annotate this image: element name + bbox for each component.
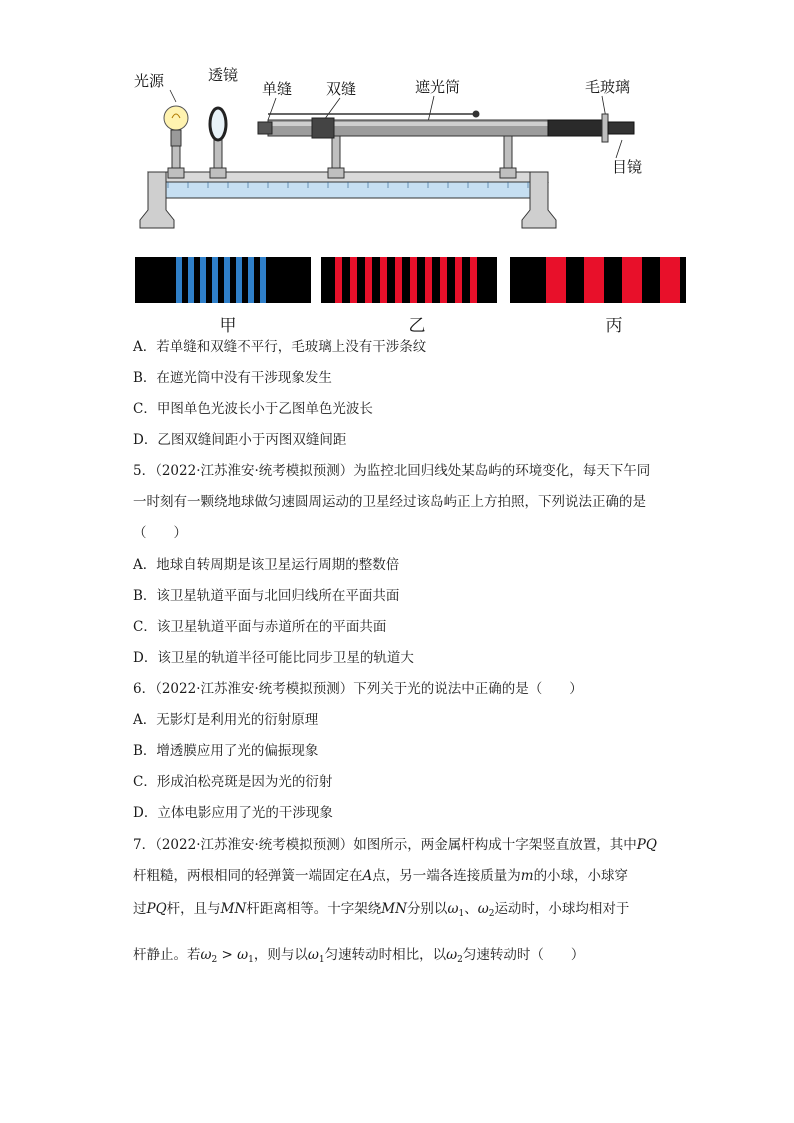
label-light-source: 光源 xyxy=(134,72,165,90)
q6-stem: 6．（2022·江苏淮安·统考模拟预测）下列关于光的说法中正确的是（ ） xyxy=(133,681,583,697)
q4-option-b: B．在遮光筒中没有干涉现象发生 xyxy=(133,370,332,386)
double-slit-apparatus-figure xyxy=(128,60,643,240)
q5-stem-line-1: 5．（2022·江苏淮安·统考模拟预测）为监控北回归线处某岛屿的环境变化，每天下午同 xyxy=(133,463,651,479)
q5-stem-line-2: 一时刻有一颗绕地球做匀速圆周运动的卫星经过该岛屿正上方拍照，下列说法正确的是 xyxy=(133,494,646,510)
q6-option-a: A．无影灯是利用光的衍射原理 xyxy=(133,712,319,728)
fringe-pattern-bing xyxy=(510,257,686,303)
q5-option-b: B．该卫星轨道平面与北回归线所在平面共面 xyxy=(133,588,400,604)
label-eyepiece: 目镜 xyxy=(612,158,643,176)
label-double-slit: 双缝 xyxy=(326,80,357,98)
q4-option-a: A．若单缝和双缝不平行，毛玻璃上没有干涉条纹 xyxy=(133,339,427,355)
q6-option-c: C．形成泊松亮斑是因为光的衍射 xyxy=(133,774,333,790)
q4-option-d: D．乙图双缝间距小于丙图双缝间距 xyxy=(133,432,347,448)
q5-option-c: C．该卫星轨道平面与赤道所在的平面共面 xyxy=(133,619,387,635)
fringe-pattern-jia xyxy=(135,257,311,303)
optical-bench xyxy=(140,172,556,228)
shade-tube xyxy=(258,111,634,143)
q5-option-a: A．地球自转周期是该卫星运行周期的整数倍 xyxy=(133,557,400,573)
q7-stem-line-3: 过PQ杆，且与MN杆距离相等。十字架绕MN分别以$\omega_1$、$\omega_2$运动时，小球均相对于 xyxy=(133,901,630,919)
light-bulb xyxy=(164,106,188,146)
caption-jia: 甲 xyxy=(219,316,237,336)
label-single-slit: 单缝 xyxy=(262,80,293,98)
label-lens: 透镜 xyxy=(208,66,239,84)
caption-yi: 乙 xyxy=(408,316,426,336)
q7-stem-line-1: 7．（2022·江苏淮安·统考模拟预测）如图所示，两金属杆构成十字架竖直放置，其中PQ xyxy=(133,837,657,853)
fringe-pattern-yi xyxy=(321,257,497,303)
q7-stem-line-4: 杆静止。若$\omega_2 > \omega_1$，则与以$\omega_1$匀速转动时相比，以$\omega_2$匀速转动时（ ） xyxy=(133,947,585,965)
q4-option-c: C．甲图单色光波长小于乙图单色光波长 xyxy=(133,401,373,417)
q5-option-d: D．该卫星的轨道半径可能比同步卫星的轨道大 xyxy=(133,650,414,666)
label-frosted-glass: 毛玻璃 xyxy=(585,78,631,96)
caption-bing: 丙 xyxy=(605,316,623,336)
label-shade-tube: 遮光筒 xyxy=(415,78,461,96)
q6-option-b: B．增透膜应用了光的偏振现象 xyxy=(133,743,319,759)
q6-option-d: D．立体电影应用了光的干涉现象 xyxy=(133,805,333,821)
q7-stem-line-2: 杆粗糙，两根相同的轻弹簧一端固定在A点，另一端各连接质量为m的小球，小球穿 xyxy=(133,868,629,884)
q5-stem-line-3: （ ） xyxy=(133,525,187,541)
lens-ring xyxy=(210,108,226,140)
